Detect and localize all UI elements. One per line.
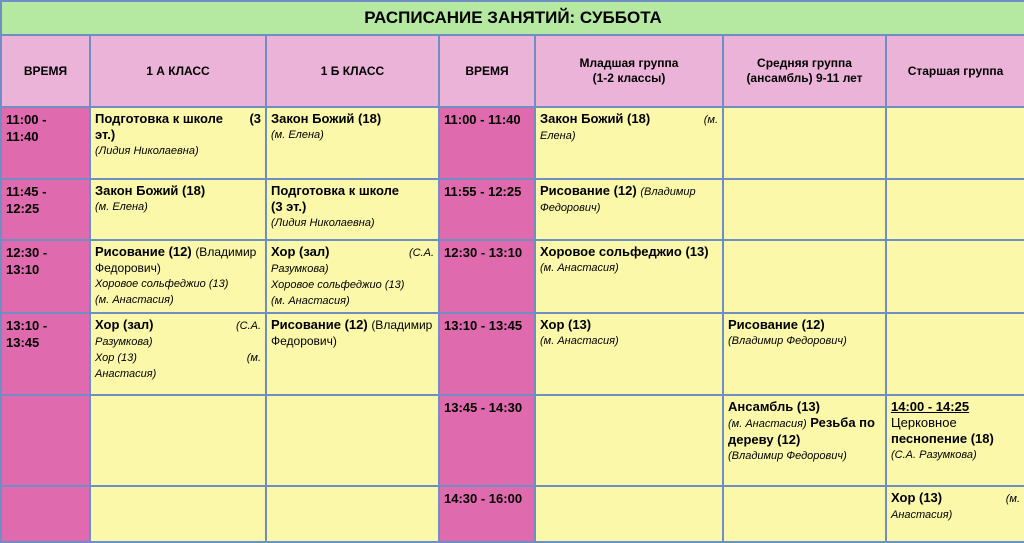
lesson-teacher-cont: Разумкова) [271, 263, 329, 275]
lesson-time: 14:00 - 14:25 [891, 399, 970, 414]
header-senior-group: Старшая группа [886, 35, 1024, 107]
lesson-subject-2: Хор (13) [95, 352, 137, 364]
time-cell-right [439, 179, 535, 240]
table-row [1, 395, 1024, 486]
header-middle-line2: (ансамбль) 9-11 лет [746, 71, 863, 85]
lesson-cell-middle [723, 313, 886, 395]
lesson-teacher: (м. Анастасия) [540, 262, 619, 274]
lesson-teacher: (Владимир [640, 186, 696, 198]
time-cell-left [1, 179, 90, 240]
lesson-teacher-2: (м. [246, 352, 261, 364]
header-class-1b: 1 Б КЛАСС [266, 35, 439, 107]
lesson-subject: Подготовка к школе [95, 111, 223, 126]
lesson-cell-1b [266, 240, 439, 313]
time-range: 13:45 - 14:30 [444, 400, 523, 415]
time-cell-left [1, 395, 90, 486]
header-time-left: ВРЕМЯ [1, 35, 90, 107]
lesson-cell-junior [535, 240, 723, 313]
header-time-right: ВРЕМЯ [439, 35, 535, 107]
lesson-subject: Хоровое сольфеджио (13) [540, 244, 709, 259]
lesson-teacher: (Владимир [371, 318, 433, 332]
lesson-teacher-cont: Елена) [540, 130, 576, 142]
lesson-subject: Хор (зал) [95, 317, 154, 332]
lesson-subject: Хор (13) [540, 317, 592, 332]
lesson-subject: Хор (зал) [271, 244, 330, 259]
lesson-cell-1a: Подготовка к школе (3 эт.) (Лидия Николаевна) [90, 107, 266, 179]
lesson-teacher: Лидия Николаевна [98, 145, 195, 157]
time-range: 12:30 - 13:10 [444, 245, 523, 260]
lesson-teacher: (м. Анастасия) [728, 418, 807, 430]
lesson-cell-senior [886, 240, 1024, 313]
lesson-cell-1a [90, 313, 266, 395]
lesson-teacher-cont: Разумкова) [95, 336, 153, 348]
lesson-subject-2-cont: дереву (12) [728, 432, 801, 447]
lesson-teacher-cont: Анастасия) [891, 509, 953, 521]
lesson-teacher: (Владимир Федорович) [728, 335, 847, 347]
lesson-teacher: (м. [703, 114, 718, 126]
header-class-1a: 1 А КЛАСС [90, 35, 266, 107]
lesson-subject-cont: (3 эт.) [271, 199, 307, 214]
lesson-subject-cont: песнопение (18) [891, 431, 994, 446]
lesson-cell-middle [723, 395, 886, 486]
lesson-subject: Церковное [891, 415, 957, 430]
lesson-cell-1a [90, 486, 266, 542]
lesson-cell-1b [266, 179, 439, 240]
time-cell-left [1, 486, 90, 542]
lesson-teacher: (С.А. Разумкова) [891, 449, 977, 461]
lesson-cell-junior [535, 486, 723, 542]
table-row [1, 107, 1024, 179]
lesson-subject: Закон Божий (18) [540, 111, 651, 126]
header-middle-group [723, 35, 886, 107]
lesson-subject: Рисование (12) [728, 317, 825, 332]
lesson-subject-cont: эт.) [95, 127, 116, 142]
lesson-subject: Закон Божий (18) [271, 111, 382, 126]
page-title: РАСПИСАНИЕ ЗАНЯТИЙ: СУББОТА [1, 1, 1024, 35]
time-range: 14:30 - 16:00 [444, 491, 523, 506]
lesson-cell-senior [886, 179, 1024, 240]
time-end: 11:40 [6, 129, 39, 144]
time-start: 13:10 - [6, 318, 48, 333]
header-junior-group [535, 35, 723, 107]
lesson-cell-1b [266, 107, 439, 179]
time-start: 11:45 - [6, 184, 47, 199]
time-cell-right [439, 486, 535, 542]
lesson-teacher: (Владимир [195, 245, 257, 259]
lesson-cell-junior [535, 313, 723, 395]
time-range: 13:10 - 13:45 [444, 318, 523, 333]
lesson-teacher: (С.А. [235, 320, 261, 332]
lesson-teacher: (С.А. [408, 247, 434, 259]
lesson-cell-senior [886, 313, 1024, 395]
lesson-teacher-2: (м. Анастасия) [95, 294, 174, 306]
lesson-cell-middle [723, 107, 886, 179]
table-row [1, 486, 1024, 542]
lesson-subject: Хор (13) [891, 490, 943, 505]
time-cell-left [1, 240, 90, 313]
time-start: 11:00 - [6, 112, 47, 127]
time-cell-right [439, 313, 535, 395]
lesson-teacher: (м. Елена) [95, 201, 148, 213]
lesson-teacher-2-cont: Анастасия) [95, 368, 157, 380]
lesson-teacher-cont: Федорович) [95, 261, 161, 275]
lesson-cell-middle [723, 486, 886, 542]
table-row [1, 240, 1024, 313]
lesson-subject-2: Резьба по [810, 415, 875, 430]
lesson-cell-1b [266, 313, 439, 395]
lesson-subject: Рисование (12) [271, 317, 368, 332]
header-middle-line1: Средняя группа [757, 56, 852, 70]
time-cell-right [439, 395, 535, 486]
lesson-teacher-cont: Федорович) [540, 202, 601, 214]
lesson-teacher-2: (Владимир Федорович) [728, 450, 847, 462]
lesson-cell-senior [886, 486, 1024, 542]
lesson-cell-middle [723, 179, 886, 240]
lesson-cell-1b [266, 486, 439, 542]
lesson-subject-2: Хоровое сольфеджио (13) [95, 278, 229, 290]
lesson-subject: Рисование (12) [95, 244, 192, 259]
lesson-subject: Подготовка к школе [271, 183, 399, 198]
lesson-subject-2: Хоровое сольфеджио (13) [271, 279, 405, 291]
time-cell-left [1, 107, 90, 179]
lesson-teacher: (м. Елена) [271, 129, 324, 141]
lesson-teacher: (м. [1005, 493, 1021, 505]
table-row [1, 313, 1024, 395]
lesson-cell-1a [90, 179, 266, 240]
lesson-subject: Закон Божий (18) [95, 183, 206, 198]
lesson-teacher-2: (м. Анастасия) [271, 295, 350, 307]
lesson-cell-1a [90, 240, 266, 313]
lesson-subject: Рисование (12) [540, 183, 637, 198]
time-cell-right [439, 107, 535, 179]
lesson-cell-senior [886, 107, 1024, 179]
lesson-teacher: (м. Анастасия) [540, 335, 619, 347]
lesson-cell-middle [723, 240, 886, 313]
lesson-teacher: (Лидия Николаевна) [271, 217, 375, 229]
lesson-cell-junior [535, 107, 723, 179]
time-end: 13:45 [6, 335, 40, 350]
time-cell-right [439, 240, 535, 313]
time-cell-left [1, 313, 90, 395]
table-row [1, 179, 1024, 240]
time-end: 13:10 [6, 262, 40, 277]
lesson-subject: Ансамбль (13) [728, 399, 820, 414]
lesson-cell-1b [266, 395, 439, 486]
time-range: 11:00 - 11:40 [444, 112, 521, 127]
lesson-cell-junior [535, 179, 723, 240]
lesson-room: (3 [249, 111, 261, 126]
time-start: 12:30 - [6, 245, 48, 260]
header-junior-line2: (1-2 классы) [592, 71, 666, 85]
time-end: 12:25 [6, 201, 40, 216]
header-junior-line1: Младшая группа [579, 56, 679, 70]
lesson-cell-junior [535, 395, 723, 486]
lesson-teacher-cont: Федорович) [271, 334, 337, 348]
time-range: 11:55 - 12:25 [444, 184, 522, 199]
lesson-cell-senior [886, 395, 1024, 486]
lesson-cell-1a [90, 395, 266, 486]
